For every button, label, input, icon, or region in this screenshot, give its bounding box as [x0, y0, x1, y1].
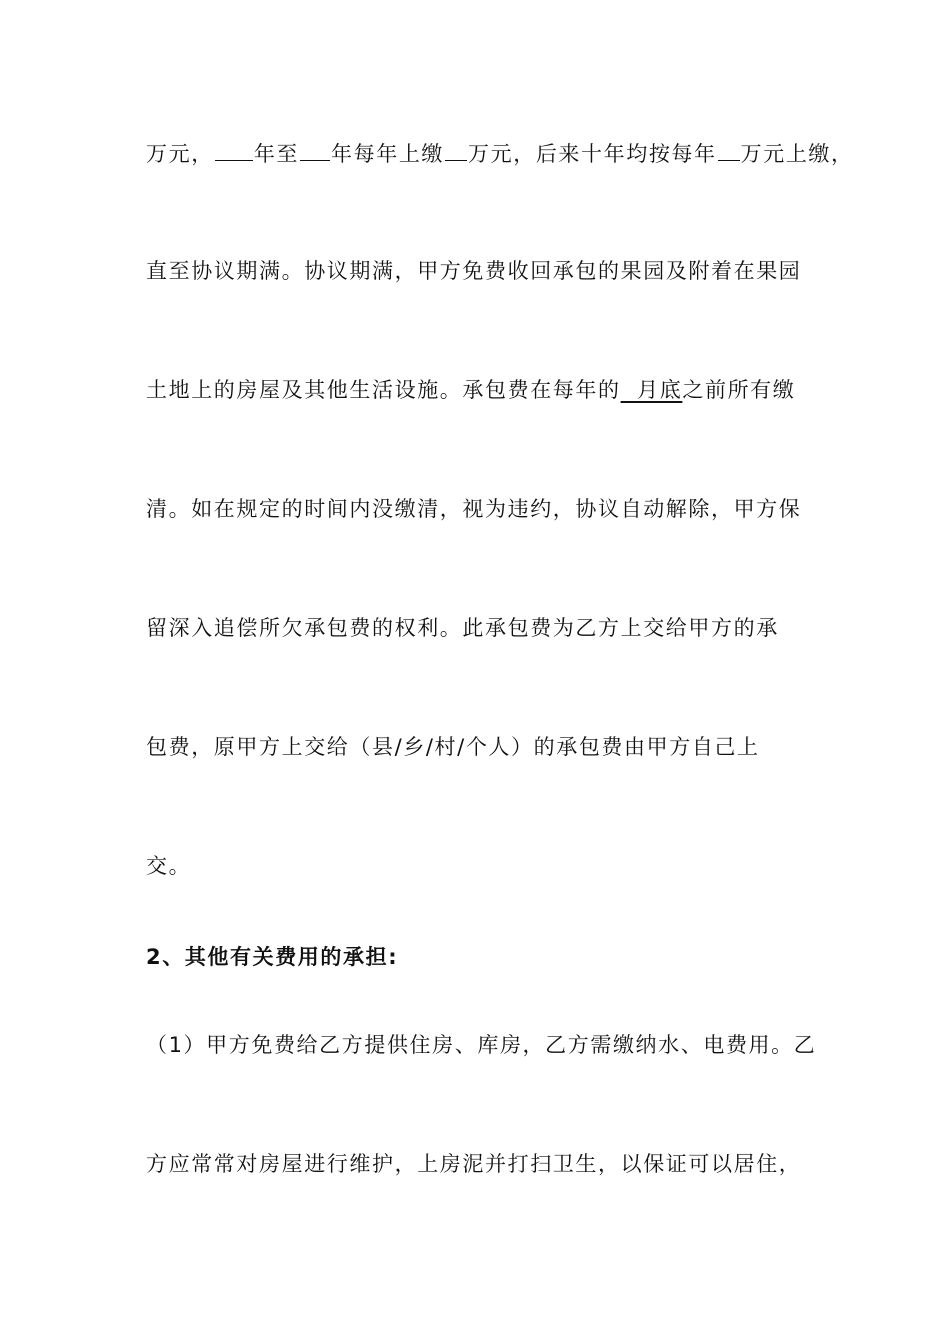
- paragraph-line: 直至协议期满。协议期满，甲方免费收回承包的果园及附着在果园: [146, 259, 802, 283]
- section-heading: 2、其他有关费用的承担:: [146, 945, 399, 969]
- text-segment: 年至: [253, 142, 300, 166]
- text-segment: 万元上缴，: [740, 142, 854, 166]
- paragraph-line: （1）甲方免费给乙方提供住房、库房，乙方需缴纳水、电费用。乙: [146, 1033, 817, 1057]
- paragraph-line: 留深入追偿所欠承包费的权利。此承包费为乙方上交给甲方的承: [146, 616, 779, 640]
- text-segment: 万元，后来十年均按每年: [468, 142, 717, 166]
- blank-line: [215, 138, 253, 161]
- paragraph-line: 清。如在规定的时间内没缴清，视为违约，协议自动解除，甲方保: [146, 497, 802, 521]
- paragraph-line: [146, 138, 854, 168]
- underlined-text: 月底: [620, 378, 683, 402]
- blank-line: [445, 138, 467, 161]
- blank-line: [300, 138, 330, 161]
- text-segment: 土地上的房屋及其他生活设施。承包费在每年的: [146, 378, 621, 402]
- paragraph-line: 交。: [146, 854, 192, 878]
- paragraph-line: [146, 376, 826, 404]
- paragraph-line: 包费，原甲方上交给（县/乡/村/个人）的承包费由甲方自己上: [146, 735, 760, 759]
- text-segment: 年每年上缴: [331, 142, 445, 166]
- text-segment: 万元，: [146, 142, 214, 166]
- paragraph-line: 方应常常对房屋进行维护，上房泥并打扫卫生，以保证可以居住，: [146, 1152, 802, 1176]
- blank-line: [718, 138, 740, 161]
- text-segment: 之前所有缴: [682, 378, 796, 402]
